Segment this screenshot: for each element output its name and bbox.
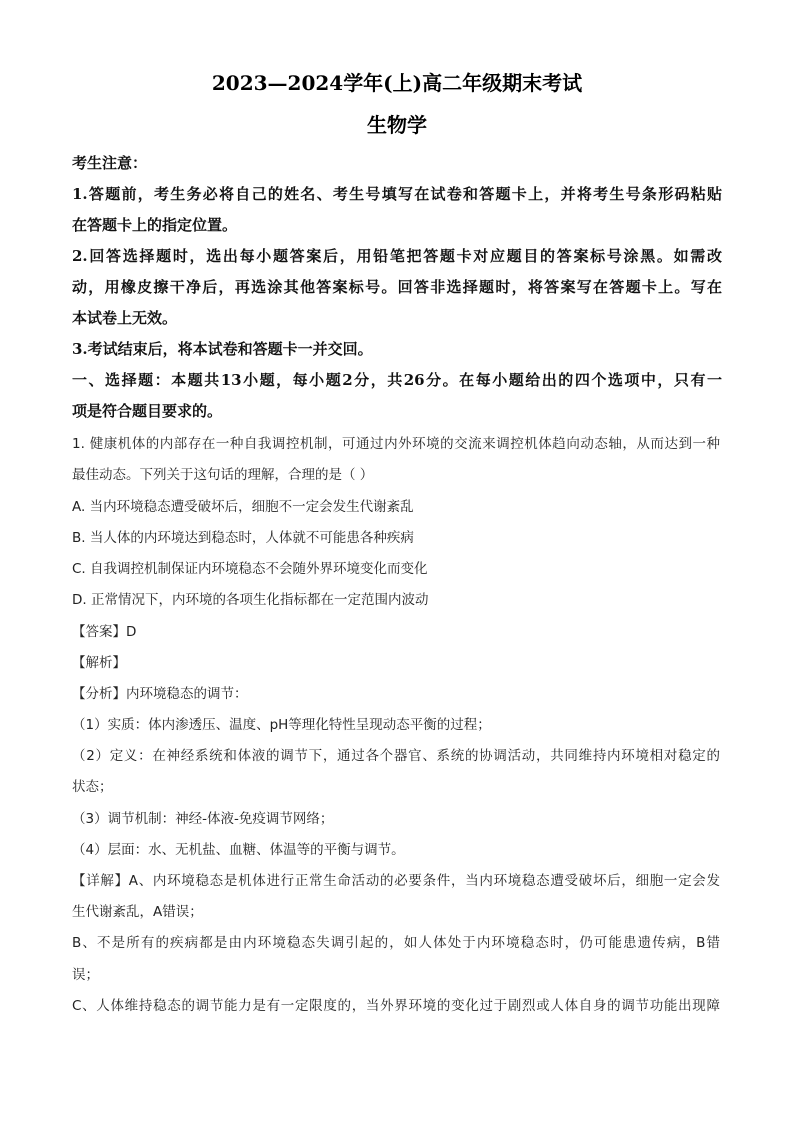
question-stem-line-2: 最佳动态。下列关于这句话的理解，合理的是（ ）: [72, 467, 374, 483]
analysis-summary: 【分析】内环境稳态的调节：: [72, 686, 248, 702]
question-stem-line-1: 1. 健康机体的内部存在一种自我调控机制，可通过内外环境的交流来调控机体趋向动态轴，从而达到一种: [72, 436, 720, 452]
notice-heading: 考生注意：: [72, 154, 148, 172]
analysis-point-1: （1）实质：体内渗透压、温度、pH等理化特性呈现动态平衡的过程；: [72, 717, 491, 733]
option-d: D. 正常情况下，内环境的各项生化指标都在一定范围内波动: [72, 592, 429, 608]
option-b: B. 当人体的内环境达到稳态时，人体就不可能患各种疾病: [72, 530, 414, 546]
section-heading-line-2: 项是符合题目要求的。: [72, 402, 223, 420]
subject-title: 生物学: [367, 113, 427, 137]
notice-item-2-line-2: 动，用橡皮擦干净后，再选涂其他答案标号。回答非选择题时，将答案写在答题卡上。写在: [72, 278, 722, 296]
option-a: A. 当内环境稳态遭受破坏后，细胞不一定会发生代谢紊乱: [72, 499, 414, 515]
analysis-label: 【解析】: [72, 655, 126, 671]
detail-a-line-2: 生代谢紊乱，A错误；: [72, 904, 203, 920]
analysis-point-4: （4）层面：水、无机盐、血糖、体温等的平衡与调节。: [72, 842, 405, 858]
detail-c-line-1: C、人体维持稳态的调节能力是有一定限度的，当外界环境的变化过于剧烈或人体自身的调节功能出现障: [72, 998, 720, 1014]
section-heading-line-1: 一、选择题：本题共13小题，每小题2分，共26分。在每小题给出的四个选项中，只有一: [72, 371, 722, 389]
notice-item-3: 3.考试结束后，将本试卷和答题卡一并交回。: [72, 340, 373, 358]
option-c: C. 自我调控机制保证内环境稳态不会随外界环境变化而变化: [72, 561, 428, 577]
detail-b-line-1: B、不是所有的疾病都是由内环境稳态失调引起的，如人体处于内环境稳态时，仍可能患遗传病，B错: [72, 935, 720, 951]
detail-b-line-2: 误；: [72, 967, 99, 983]
notice-item-1-line-2: 在答题卡上的指定位置。: [72, 216, 238, 234]
notice-item-2-line-3: 本试卷上无效。: [72, 309, 178, 327]
answer-line: 【答案】D: [72, 624, 137, 640]
analysis-point-2-line-2: 状态；: [72, 779, 113, 795]
detail-a-line-1: 【详解】A、内环境稳态是机体进行正常生命活动的必要条件，当内环境稳态遭受破坏后，细胞一定会发: [72, 873, 720, 889]
exam-title: 2023—2024学年(上)高二年级期末考试: [211, 71, 583, 95]
analysis-point-2-line-1: （2）定义：在神经系统和体液的调节下，通过各个器官、系统的协调活动，共同维持内环境相对稳定的: [72, 748, 720, 764]
analysis-point-3: （3）调节机制：神经-体液-免疫调节网络；: [72, 811, 334, 827]
notice-item-2-line-1: 2.回答选择题时，选出每小题答案后，用铅笔把答题卡对应题目的答案标号涂黑。如需改: [72, 247, 722, 265]
notice-item-1-line-1: 1.答题前，考生务必将自己的姓名、考生号填写在试卷和答题卡上，并将考生号条形码粘贴: [72, 185, 722, 203]
